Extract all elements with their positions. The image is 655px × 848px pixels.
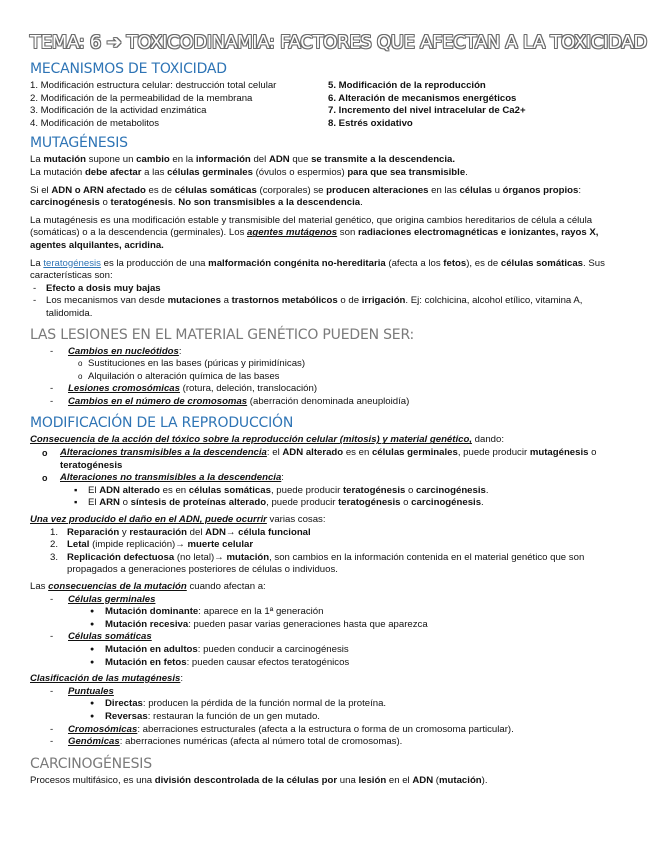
list-item: - Células germinales (30, 594, 630, 607)
heading-lesiones: LAS LESIONES EN EL MATERIAL GENÉTICO PUEDEN SER: (30, 326, 415, 343)
paragraph: La teratogénesis es la producción de una malformación congénita no-hereditaria (afecta a los fetos), es de células somáticas. Sus características son: (30, 257, 605, 282)
mecanismo-item: 5. Modificación de la reproducción (328, 80, 486, 91)
mecanismo-item: 2. Modificación de la permeabilidad de la membrana (30, 92, 253, 104)
list-item: ● Mutación dominante: aparece en la 1ª generación (30, 606, 630, 619)
paragraph: La mutación supone un cambio en la información del ADN que se transmite a la descendencia. (30, 154, 456, 166)
document-page (30, 32, 647, 787)
teratogenesis-link[interactable]: teratogénesis (43, 257, 101, 269)
paragraph: La mutación debe afectar a las células germinales (óvulos o espermios) para que sea transmisible. (30, 166, 468, 178)
paragraph: Las consecuencias de la mutación cuando afectan a: (30, 581, 266, 592)
list-item: - Cromosómicas: aberraciones estructurales (afecta a la estructura o forma de un cromosoma particular). (30, 724, 630, 737)
mecanismo-item: 3. Modificación de la actividad enzimática (30, 105, 207, 117)
mecanismo-item: 8. Estrés oxidativo (328, 117, 413, 129)
list-item: ▪ El ADN alterado es en células somáticas, puede producir teratogénesis o carcinogénesis. (30, 485, 630, 498)
heading-mutagenesis: MUTAGÉNESIS (30, 135, 128, 152)
mecanismo-item: 1. Modificación estructura celular: destrucción total celular (30, 80, 277, 91)
list-item: ▪ El ARN o síntesis de proteínas alterado, puede producir teratogénesis o carcinogénesis. (30, 497, 630, 510)
list-item: o Alquilación o alteración química de las bases (30, 371, 630, 384)
heading-carcinogenesis: CARCINOGÉNESIS (30, 755, 152, 772)
paragraph: Consecuencia de la acción del tóxico sobre la reproducción celular (mitosis) y material genético, dando: (30, 434, 504, 446)
paragraph: Procesos multifásico, es una división descontrolada de la células por una lesión en el ADN (mutación). (30, 774, 488, 786)
list-item: - Cambios en nucleótidos: (30, 346, 630, 359)
list-item: - Genómicas: aberraciones numéricas (afecta al número total de cromosomas). (30, 736, 630, 749)
list-item: o Sustituciones en las bases (púricas y pirimidínicas) (30, 358, 630, 371)
list-item: ● Mutación en adultos: pueden conducir a carcinogénesis (30, 644, 630, 657)
paragraph: Clasificación de las mutagénesis: (30, 673, 184, 685)
paragraph: Si el ADN o ARN afectado es de células somáticas (corporales) se producen alteraciones en las células u órganos propios: carcinogénesis o teratogénesis. No son transmisibles a la descendencia. (30, 184, 582, 209)
paragraph: La mutagénesis es una modificación estable y transmisible del material genético, que origina cambios hereditarios de célula a célula (somáticas) o a la descendencia (germinales). Los agentes mutágenos son radiaciones electromagnéticas e ionizantes, rayos X, agentes alquilantes, acridina. (30, 214, 599, 251)
page-title: TEMA: 6 ➔ TOXICODINAMIA: FACTORES QUE AFECTAN A LA TOXICIDAD (30, 32, 647, 53)
list-item: - Cambios en el número de cromosomas (aberración denominada aneuploidía) (30, 396, 630, 409)
list-item: ● Mutación recesiva: pueden pasar varias generaciones hasta que aparezca (30, 619, 630, 632)
mecanismo-item: 6. Alteración de mecanismos energéticos (328, 92, 517, 104)
list-item: - Puntuales (30, 686, 630, 699)
list-item: ● Mutación en fetos: pueden causar efectos teratogénicos (30, 657, 630, 670)
heading-mecanismos: MECANISMOS DE TOXICIDAD (30, 61, 227, 77)
list-item: - Lesiones cromosómicas (rotura, deleción, translocación) (30, 383, 630, 396)
list-item: o Alteraciones no transmisibles a la descendencia: (30, 472, 630, 485)
list-item: o Alteraciones transmisibles a la descendencia: el ADN alterado es en células germinales, puede producir mutagénesis o teratogénesis (30, 447, 630, 472)
list-item: ● Reversas: restauran la función de un gen mutado. (30, 711, 630, 724)
heading-reproduccion: MODIFICACIÓN DE LA REPRODUCCIÓN (30, 415, 294, 432)
list-item: 2. Letal (impide replicación)→ muerte celular (50, 539, 254, 551)
mecanismo-item: 7. Incremento del nivel intracelular de Ca2+ (328, 105, 526, 117)
list-item: 1. Reparación y restauración del ADN→ célula funcional (50, 526, 311, 538)
list-item: 3. Replicación defectuosa (no letal)→ mutación, son cambios en la información contenida en el material genético que son propagados a generaciones posteriores de células o individuos. (50, 551, 585, 576)
list-item: - Efecto a dosis muy bajas (30, 283, 630, 296)
mecanismo-item: 4. Modificación de metabolitos (30, 117, 160, 129)
list-item: ● Directas: producen la pérdida de la función normal de la proteína. (30, 698, 630, 711)
list-item: - Células somáticas (30, 631, 630, 644)
list-item: - Los mecanismos van desde mutaciones a trastornos metabólicos o de irrigación. Ej: colchicina, alcohol etílico, vitamina A, talidomida. (30, 295, 630, 320)
mecanismos-list (30, 80, 630, 130)
paragraph: Una vez producido el daño en el ADN, puede ocurrir varias cosas: (30, 514, 326, 526)
